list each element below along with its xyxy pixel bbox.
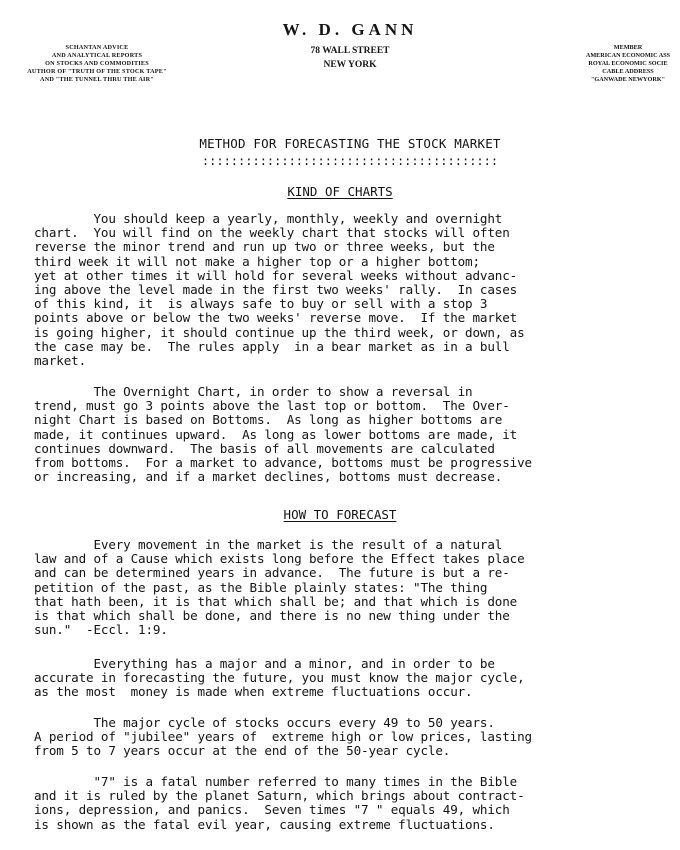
letterhead-center-block — [250, 20, 450, 72]
letterhead-address-street: 78 WALL STREET — [310, 46, 390, 56]
paragraph-fatal-number: "7" is a fatal number referred to many times in the Bible and it is ruled by the planet Saturn, which brings about contract- ions, depression, and panics. Seven times "7 " equals 49, which is shown as the fatal evil year, causing extreme fluctuations. — [34, 774, 525, 832]
section-heading-kind-of-charts — [0, 184, 680, 199]
paragraph-weekly-chart: You should keep a yearly, monthly, weekly and overnight chart. You will find on the weekly chart that stocks will often reverse the minor trend and run up two or three weeks, but the third week it will not make a higher top or a higher bottom; yet at other times it will hold for several weeks without advanc- ing above the level made in the first two weeks' rally. In cases of this kind, it is always safe to buy or sell with a stop 3 points above or below the two weeks' reverse move. If the market is going higher, it should continue up the third week, or down, as the case may be. The rules apply in a bear market as in a bull market. — [34, 211, 525, 369]
letterhead-address-city: NEW YORK — [323, 60, 377, 70]
paragraph-major-minor: Everything has a major and a minor, and in order to be accurate in forecasting the future, you must know the major cycle, as the most money is made when extreme fluctuations occur. — [34, 656, 525, 700]
letterhead-left-line: SCHANTAN ADVICE — [65, 44, 129, 51]
letterhead-left-line: AND "THE TUNNEL THRU THE AIR" — [40, 76, 154, 83]
letterhead-right-line: AMERICAN ECONOMIC ASS — [585, 52, 671, 59]
letterhead-left-line: ON STOCKS AND COMMODITIES — [45, 60, 149, 67]
letterhead-right-block — [548, 44, 680, 84]
letterhead-left-line: AUTHOR OF "TRUTH OF THE STOCK TAPE" — [27, 68, 167, 75]
section-heading-text: KIND OF CHARTS — [287, 184, 393, 199]
section-heading-how-to-forecast — [0, 507, 680, 522]
letterhead-right-line: CABLE ADDRESS — [602, 68, 654, 75]
title-dot-rule: ::::::::::::::::::::::::::::::::::::::::: — [201, 154, 499, 168]
document-title: METHOD FOR FORECASTING THE STOCK MARKET — [199, 136, 501, 151]
letterhead-name: W. D. GANN — [282, 20, 418, 39]
letterhead-right-line: "GANWADE NEWYORK" — [590, 76, 666, 83]
letterhead-left-line: AND ANALYTICAL REPORTS — [51, 52, 143, 59]
paragraph-overnight-chart: The Overnight Chart, in order to show a reversal in trend, must go 3 points above the last top or bottom. The Over- night Chart is based on Bottoms. As long as higher bottoms are made, it continues upward. As long as lower bottoms are made, it continues downward. The basis of all movements are calculated from bottoms. For a market to advance, bottoms must be progressive or increasing, and if a market declines, bottoms must decrease. — [34, 384, 532, 485]
letterhead-right-line: MEMBER — [613, 44, 643, 51]
paragraph-natural-law: Every movement in the market is the result of a natural law and of a Cause which exists long before the Effect takes place and can be determined years in advance. The future is but a re- petition of the past, as the Bible plainly states: "The thing that hath been, it is that which shall be; and that which is done is that which shall be done, and there is no new thing under the sun." -Eccl. 1:9. — [34, 537, 525, 638]
letterhead-left-block — [2, 44, 192, 84]
section-heading-text: HOW TO FORECAST — [283, 507, 397, 522]
paragraph-major-cycle: The major cycle of stocks occurs every 49 to 50 years. A period of "jubilee" years of extreme high or low prices, lasting from 5 to 7 years occur at the end of the 50-year cycle. — [34, 715, 532, 759]
letterhead-right-line: ROYAL ECONOMIC SOCIE — [588, 60, 668, 67]
